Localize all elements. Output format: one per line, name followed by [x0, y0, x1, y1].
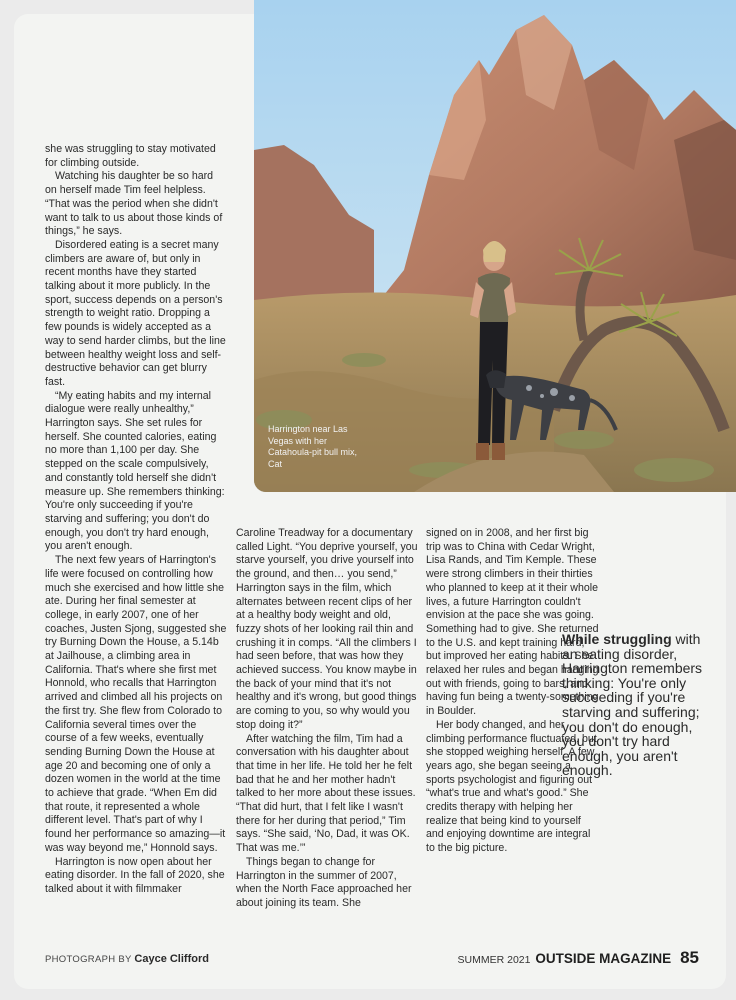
pull-quote-body: with an eating disorder, Harrington remembers thinking: You're only succeeding if you're starving and suffering; you don't do enough, you don't try hard enough, you aren't enough.: [562, 631, 703, 779]
paragraph: Caroline Treadway for a documentary called Light. “You deprive yourself, you starve yourself, you drive yourself into the ground, and then… you send,” Harrington says in the film, which alternates between recent clips of her at a healthy body weight and old, fuzzy shots of her looking rail thin and crushing it in comps. “All the climbers I had seen before, that was how they achieved success. You know maybe in the back of your mind that it's not healthy and it's wrong, but good things are coming to you, so why would you stop doing it?”: [236, 527, 418, 731]
pull-quote: [562, 632, 712, 778]
article-column-2: [236, 527, 418, 911]
paragraph: signed on in 2008, and her first big trip was to China with Cedar Wright, Lisa Rands, and Tim Kemple. These were strong climbers in their thirties who planned to keep at it their whole lives, a future Harrington couldn't envision at the pace she was going. Something had to give. She returned to the U.S. and kept training hard, but improved her eating habits. She relaxed her rules and began hanging out with friends, going to bars, and having fun being a twenty-something in Boulder.: [426, 527, 599, 718]
page-folio: [458, 948, 699, 968]
pull-quote-lead: While struggling: [562, 631, 672, 647]
paragraph: The next few years of Harrington's life were focused on controlling how much she exercised and how little she ate. During her final semester at college, in early 2007, one of her coaches, Justen Sjong, suggested she try Burning Down the House, a 5.14b at Jailhouse, a climbing area in California. That's where she first met Honnold, who recalls that Harrington arrived and climbed all his projects on the first try. She flew from Colorado to California several times over the course of a few weeks, eventually sending Burning Down the House at age 20 and becoming one of only a dozen women in the world at the time to achieve that grade. “When Em did that route, it represented a whole different level. That's part of why I found her performance so amazing—it was way beyond me,” Honnold says.: [45, 554, 227, 854]
paragraph: Harrington is now open about her eating disorder. In the fall of 2020, she talked about it with filmmaker: [45, 855, 225, 895]
article-column-1: [45, 143, 227, 897]
magazine-name: OUTSIDE MAGAZINE: [535, 951, 672, 966]
credit-prefix: PHOTOGRAPH BY: [45, 954, 132, 965]
paragraph: she was struggling to stay motivated for climbing outside.: [45, 143, 216, 169]
credit-name: Cayce Clifford: [134, 953, 209, 965]
hero-photo: [254, 0, 736, 492]
paragraph: After watching the film, Tim had a conversation with his daughter about that time in her life. He told her he felt bad that he and her mother hadn't talked to her more about these issues. “That did hurt, that I felt like I wasn't there for her during that period,” Tim says. “She said, ‘No, Dad, it was OK. That was me.’”: [236, 732, 416, 855]
paragraph: Watching his daughter be so hard on herself made Tim feel helpless. “That was the period when she didn't want to talk to us about those kinds of things,” he says.: [45, 170, 223, 238]
paragraph: “My eating habits and my internal dialogue were really unhealthy,” Harrington says. She set rules for herself. She counted calories, eating no more than 1,100 per day. She stepped on the scale compulsively, and constantly told herself she didn't measure up. She remembers thinking: You're only succeeding if you're starving and suffering; you don't do enough, you don't try hard enough, you aren't enough.: [45, 389, 225, 553]
desert-rock-photo: [254, 0, 736, 492]
issue-date: SUMMER 2021: [457, 954, 531, 966]
paragraph: Disordered eating is a secret many climbers are aware of, but only in recent months have they started talking about it more publicly. In the sport, success depends on a person's strength to weight ratio. Dropping a few pounds is widely accepted as a way to send harder climbs, but the line between healthy weight loss and self-destructive behavior can get blurry fast.: [45, 238, 226, 388]
paragraph: Her body changed, and her climbing performance fluctuated, but she stopped weighing herself. A few years ago, she began seeing a sports psychologist and figuring out “what's true and what's good.” She credits therapy with helping her realize that being kind to yourself and enjoying downtime are integral to the big picture.: [426, 718, 597, 855]
photo-caption: Harrington near Las Vegas with her Catahoula-pit bull mix, Cat: [268, 424, 358, 469]
paragraph: Things began to change for Harrington in the summer of 2007, when the North Face approached her about joining its team. She: [236, 855, 412, 909]
photo-credit: [45, 953, 209, 965]
page-number: 85: [680, 948, 699, 967]
